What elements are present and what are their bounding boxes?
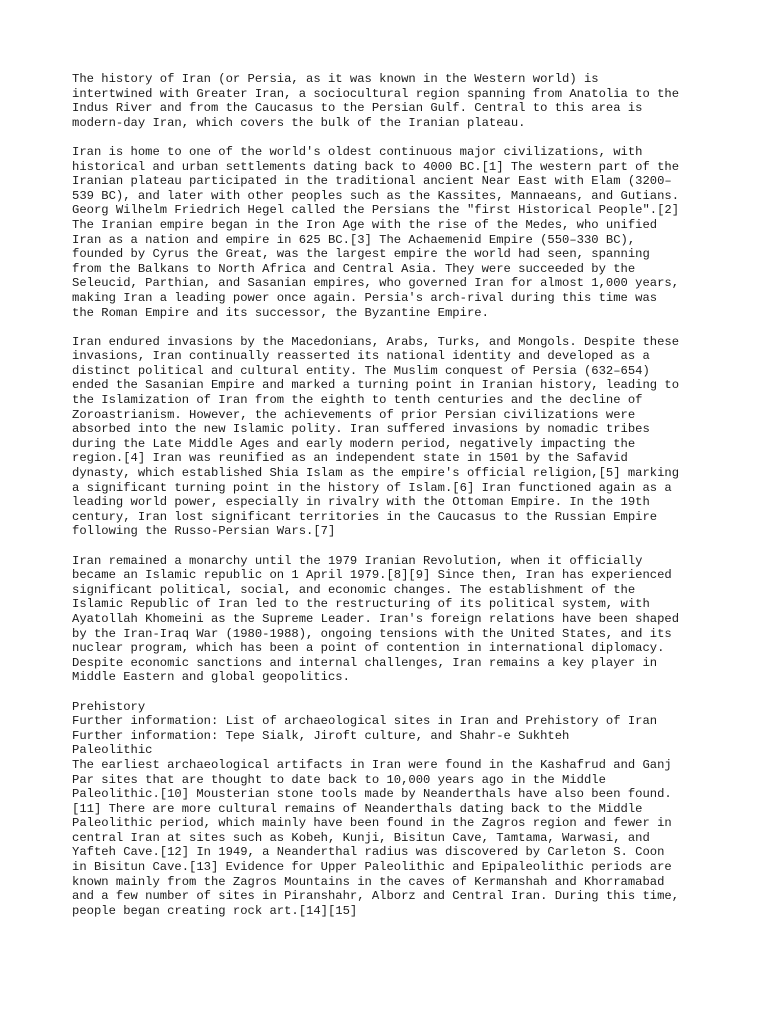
- paragraph-paleolithic: The earliest archaeological artifacts in Iran were found in the Kashafrud and Ganj Par sites that are thought to date back to 10,000 years ago in the Middle Paleolithic.[10] Mousterian stone tools made by Neanderthals have also been found. [11] There are more cultural remains of Neanderthals dating back to the Middle Paleolithic period, which mainly have been found in the Zagros region and fewer in central Iran at sites such as Kobeh, Kunji, Bisitun Cave, Tamtama, Warwasi, and Yafteh Cave.[12] In 1949, a Neanderthal radius was discovered by Carleton S. Coon in Bisitun Cave.[13] Evidence for Upper Paleolithic and Epipaleolithic periods are known mainly from the Zagros Mountains in the caves of Kermanshah and Khorramabad and a few number of sites in Piranshahr, Alborz and Central Iran. During this time, people began creating rock art.[14][15]: [72, 757, 680, 918]
- further-information-note: Further information: List of archaeological sites in Iran and Prehistory of Iran: [72, 714, 658, 729]
- paragraph-invasions: Iran endured invasions by the Macedonians, Arabs, Turks, and Mongols. Despite these invasions, Iran continually reasserted its national identity and developed as a distinct political and cultural entity. The Muslim conquest of Persia (632–654) ended the Sasanian Empire and marked a turning point in Iranian history, leading to the Islamization of Iran from the eighth to tenth centuries and the decline of Zoroastrianism. However, the achievements of prior Persian civilizations were absorbed into the new Islamic polity. Iran suffered invasions by nomadic tribes during the Late Middle Ages and early modern period, negatively impacting the region.[4] Iran was reunified as an independent state in 1501 by the Safavid dynasty, which established Shia Islam as the empire's official religion,[5] marking a significant turning point in the history of Islam.[6] Iran functioned again as a leading world power, especially in rivalry with the Ottoman Empire. In the 19th century, Iran lost significant territories in the Caucasus to the Russian Empire following the Russo-Persian Wars.[7]: [72, 334, 680, 539]
- subsection-heading: Paleolithic: [72, 743, 153, 758]
- paragraph-modern: Iran remained a monarchy until the 1979 Iranian Revolution, when it officially became an Islamic republic on 1 April 1979.[8][9] Since then, Iran has experienced significant political, social, and economic changes. The establishment of the Islamic Republic of Iran led to the restructuring of its political system, with Ayatollah Khomeini as the Supreme Leader. Iran's foreign relations have been shaped by the Iran-Iraq War (1980-1988), ongoing tensions with the United States, and its nuclear program, which has been a point of contention in international diplomacy. Despite economic sanctions and internal challenges, Iran remains a key player in Middle Eastern and global geopolitics.: [72, 553, 680, 685]
- paragraph-intro: The history of Iran (or Persia, as it was known in the Western world) is intertwined with Greater Iran, a sociocultural region spanning from Anatolia to the Indus River and from the Caucasus to the Persian Gulf. Central to this area is modern-day Iran, which covers the bulk of the Iranian plateau.: [72, 72, 680, 130]
- paragraph-ancient: Iran is home to one of the world's oldest continuous major civilizations, with historical and urban settlements dating back to 4000 BC.[1] The western part of the Iranian plateau participated in the traditional ancient Near East with Elam (3200– 539 BC), and later with other peoples such as the Kassites, Mannaeans, and Gutians. Georg Wilhelm Friedrich Hegel called the Persians the "first Historical People".[2] The Iranian empire began in the Iron Age with the rise of the Medes, who unified Iran as a nation and empire in 625 BC.[3] The Achaemenid Empire (550–330 BC), founded by Cyrus the Great, was the largest empire the world had seen, spanning from the Balkans to North Africa and Central Asia. They were succeeded by the Seleucid, Parthian, and Sasanian empires, who governed Iran for almost 1,000 years, making Iran a leading power once again. Persia's arch-rival during this time was the Roman Empire and its successor, the Byzantine Empire.: [72, 144, 680, 320]
- section-heading: Prehistory: [72, 699, 146, 714]
- document-page: [72, 72, 712, 918]
- section-prehistory: [72, 700, 712, 919]
- further-information-note: Further information: Tepe Sialk, Jiroft culture, and Shahr-e Sukhteh: [72, 728, 570, 743]
